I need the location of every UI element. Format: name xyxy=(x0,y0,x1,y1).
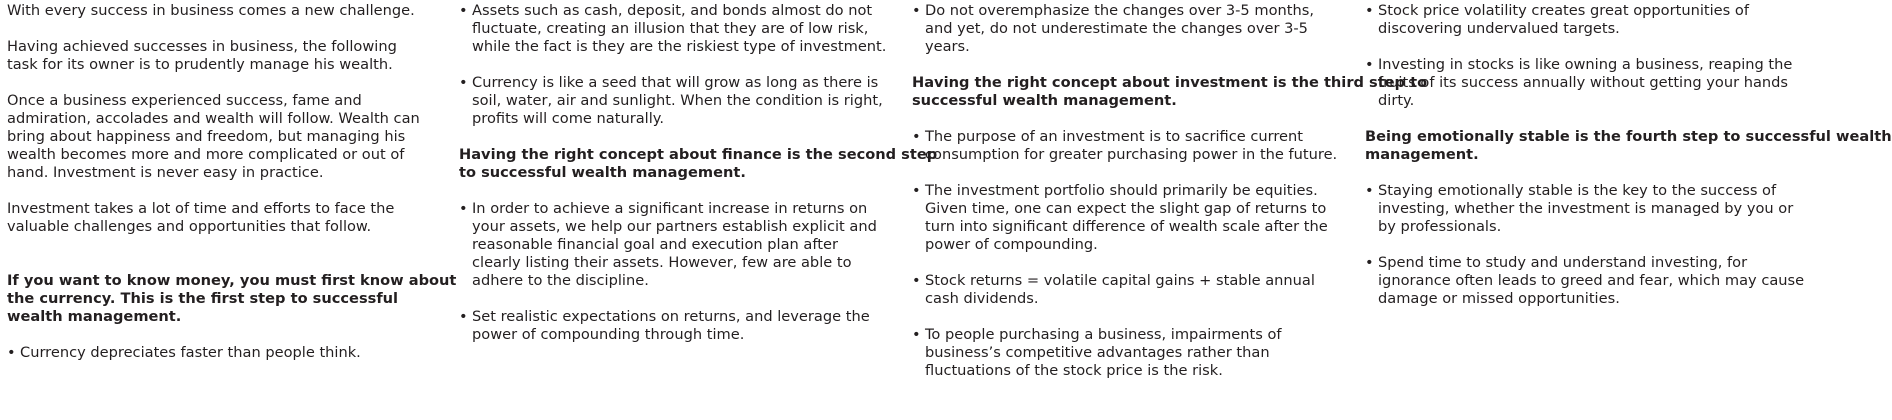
list-item xyxy=(459,308,887,344)
heading-fourth-step xyxy=(1365,128,1892,164)
list-item-text: Do not overemphasize the changes over 3-5 months, and yet, do not underestimate the changes over 3-5 years. xyxy=(925,2,1314,55)
list-item xyxy=(912,128,1342,164)
column-4 xyxy=(1365,2,1892,326)
bullet-icon: • xyxy=(7,344,16,361)
heading-fourth-step-line-2: management. xyxy=(1365,146,1479,163)
bullet-list-changes xyxy=(912,2,1342,56)
heading-third-step xyxy=(912,74,1428,110)
bullet-icon: • xyxy=(1365,182,1374,199)
list-item-text: The purpose of an investment is to sacrifice current consumption for greater purchasing power in the future. xyxy=(925,128,1338,163)
list-item-text: The investment portfolio should primarily be equities. Given time, one can expect the slight gap of returns to turn into significant difference of wealth scale after the power of compounding. xyxy=(925,182,1328,253)
list-item-text: Staying emotionally stable is the key to the success of investing, whether the investment is managed by you or by professionals. xyxy=(1378,182,1794,235)
list-item-text: To people purchasing a business, impairments of business’s competitive advantages rather than fluctuations of the stock price is the risk. xyxy=(925,326,1282,379)
list-item-text: Spend time to study and understand investing, for ignorance often leads to greed and fear, which may cause damage or missed opportunities. xyxy=(1378,254,1805,307)
list-item-text: Set realistic expectations on returns, and leverage the power of compounding through time. xyxy=(472,308,870,343)
heading-first-step-line-2: the currency. This is the first step to successful xyxy=(7,290,399,307)
heading-first-step-line-3: wealth management. xyxy=(7,308,182,325)
heading-third-step-line-1: Having the right concept about investment is the third step to xyxy=(912,74,1428,91)
list-item xyxy=(912,326,1342,380)
bullet-icon: • xyxy=(912,182,921,199)
bullet-icon: • xyxy=(459,308,468,325)
paragraph-success-wealth: Once a business experienced success, fame and admiration, accolades and wealth will follow. Wealth can bring about happiness and freedom, but managing his wealth becomes more and more complicated or out of hand. Investment is never easy in practice. xyxy=(7,92,420,181)
bullet-list-stocks xyxy=(1365,2,1811,110)
bullet-icon: • xyxy=(459,200,468,217)
bullet-icon: • xyxy=(459,2,468,19)
heading-first-step-line-1: If you want to know money, you must first know about xyxy=(7,272,457,289)
heading-second-step xyxy=(459,146,938,182)
bullet-icon: • xyxy=(912,128,921,145)
list-item-text: Stock returns = volatile capital gains + stable annual cash dividends. xyxy=(925,272,1315,307)
list-item-text: In order to achieve a significant increase in returns on your assets, we help our partners establish explicit and reasonable financial goal and execution plan after clearly listing their assets. However, few are able to adhere to the discipline. xyxy=(472,200,877,289)
list-item xyxy=(1365,182,1811,236)
bullet-icon: • xyxy=(1365,254,1374,271)
paragraph-investment-time: Investment takes a lot of time and efforts to face the valuable challenges and opportunities that follow. xyxy=(7,200,395,235)
bullet-icon: • xyxy=(912,272,921,289)
list-item-text: Currency is like a seed that will grow as long as there is soil, water, air and sunlight. When the condition is right, profits will come naturally. xyxy=(472,74,883,127)
bullet-list-investment xyxy=(912,128,1342,380)
heading-second-step-line-2: to successful wealth management. xyxy=(459,164,746,181)
column-2 xyxy=(459,2,938,362)
list-item xyxy=(1365,254,1811,308)
list-item xyxy=(1365,56,1811,110)
list-item xyxy=(912,272,1342,308)
heading-second-step-line-1: Having the right concept about finance is the second step xyxy=(459,146,938,163)
heading-first-step xyxy=(7,272,457,326)
intro-text: With every success in business comes a new challenge. xyxy=(7,2,415,19)
bullet-icon: • xyxy=(459,74,468,91)
list-item-text: Assets such as cash, deposit, and bonds almost do not fluctuate, creating an illusion that they are of low risk, while the fact is they are the riskiest type of investment. xyxy=(472,2,887,55)
list-item-text: Currency depreciates faster than people think. xyxy=(20,344,361,361)
heading-fourth-step-line-1: Being emotionally stable is the fourth step to successful wealth xyxy=(1365,128,1892,145)
bullet-list-assets xyxy=(459,2,887,128)
bullet-list-currency xyxy=(7,344,427,362)
bullet-icon: • xyxy=(1365,2,1374,19)
bullet-list-finance xyxy=(459,200,887,344)
paragraph-wealth-task: Having achieved successes in business, the following task for its owner is to prudently manage his wealth. xyxy=(7,38,397,73)
heading-third-step-line-2: successful wealth management. xyxy=(912,92,1177,109)
bullet-icon: • xyxy=(912,2,921,19)
list-item xyxy=(459,74,887,128)
list-item xyxy=(7,344,427,362)
bullet-icon: • xyxy=(912,326,921,343)
list-item xyxy=(912,2,1342,56)
list-item xyxy=(1365,2,1811,38)
list-item-text: Investing in stocks is like owning a business, reaping the fruits of its success annually without getting your hands dirty. xyxy=(1378,56,1793,109)
list-item-text: Stock price volatility creates great opportunities of discovering undervalued targets. xyxy=(1378,2,1749,37)
list-item xyxy=(459,200,887,290)
bullet-list-emotional xyxy=(1365,182,1811,308)
bullet-icon: • xyxy=(1365,56,1374,73)
column-3 xyxy=(912,2,1428,398)
list-item xyxy=(912,182,1342,254)
column-1 xyxy=(7,2,457,380)
list-item xyxy=(459,2,887,56)
